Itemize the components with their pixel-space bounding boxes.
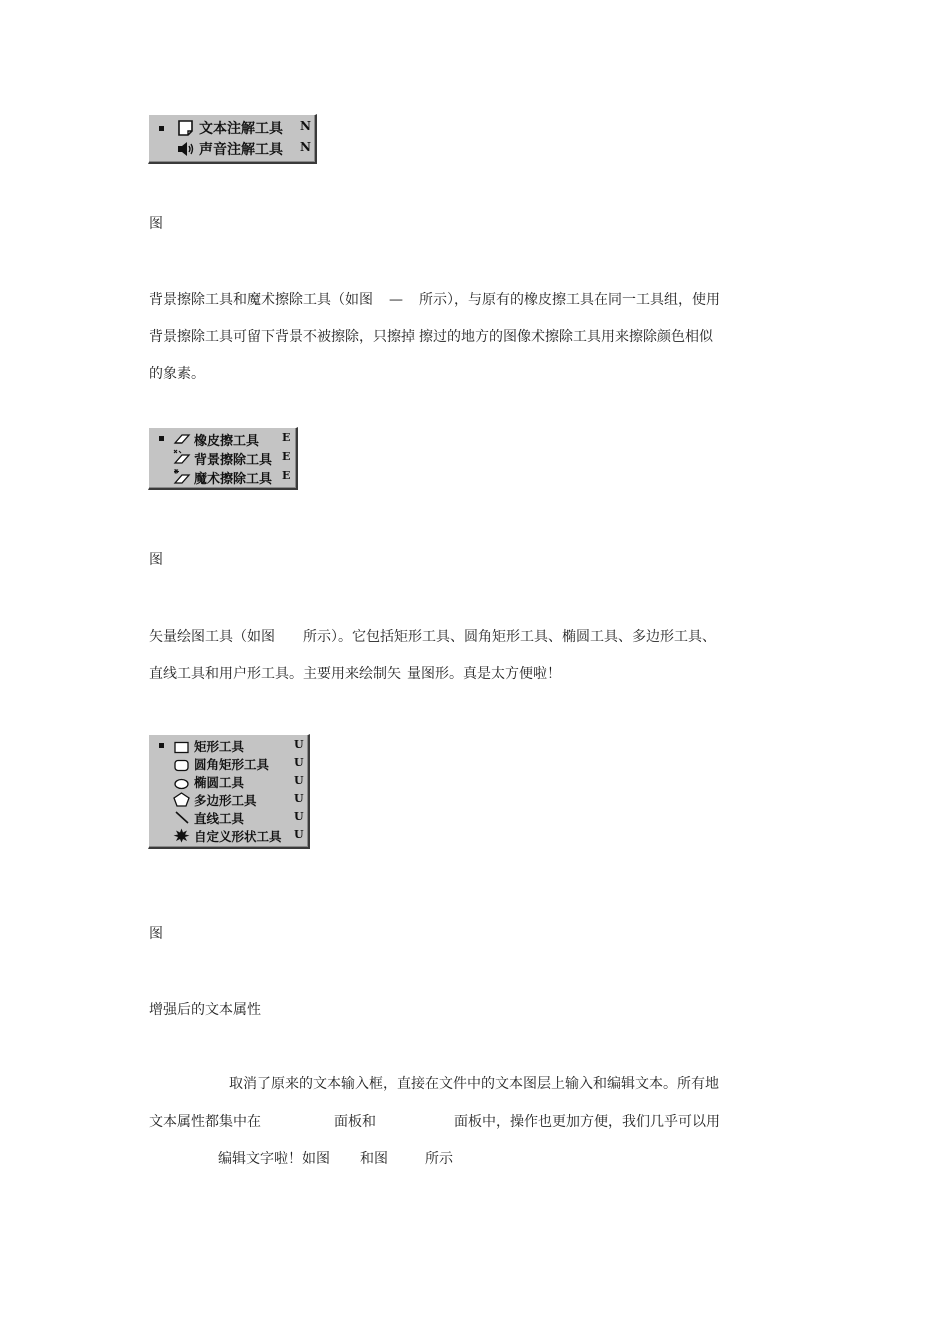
menu-item-shortcut: U xyxy=(294,774,304,787)
text-run: 量图形。真是太方便啦！ xyxy=(407,666,561,682)
active-bullet-icon xyxy=(159,743,164,748)
text-run: 文本属性都集中在 xyxy=(149,1114,261,1130)
active-bullet-icon xyxy=(159,126,164,131)
text-run: 所示 xyxy=(425,1151,453,1167)
active-bullet-icon xyxy=(159,436,164,441)
menu-item-label: 魔术擦除工具 xyxy=(194,472,273,487)
speaker-icon xyxy=(176,140,196,162)
menu-item-text-annotation[interactable] xyxy=(149,117,315,138)
menu-item-label: 圆角矩形工具 xyxy=(194,757,270,772)
text-run: 编辑文字啦！如图 xyxy=(218,1151,330,1167)
shape-tools-menu xyxy=(148,734,310,849)
menu-item-label: 多边形工具 xyxy=(194,793,257,808)
text-run: 的象素。 xyxy=(149,366,205,382)
figure-caption: 图 xyxy=(149,552,163,568)
text-run: 面板中，操作也更加方便，我们几乎可以用 xyxy=(454,1114,720,1130)
menu-item-shortcut: N xyxy=(300,119,311,133)
menu-item-shortcut: N xyxy=(300,140,311,154)
text-run: 取消了原来的文本输入框，直接在文件中的文本图层上输入和编辑文本。所有地 xyxy=(229,1076,719,1092)
text-run: 面板和 xyxy=(334,1114,376,1130)
menu-item-label: 自定义形状工具 xyxy=(194,829,282,844)
menu-item-shortcut: E xyxy=(282,450,291,463)
figure-caption: 图 xyxy=(149,216,163,232)
text-run: 所示），与原有的橡皮擦工具在同一工具组，使用 xyxy=(419,292,720,308)
menu-item-line[interactable] xyxy=(149,808,308,826)
menu-item-shortcut: E xyxy=(282,469,291,482)
text-run: 背景擦除工具和魔术擦除工具（如图 xyxy=(149,292,373,308)
annotation-tools-menu xyxy=(148,114,317,164)
text-run: — xyxy=(389,292,403,308)
magic-eraser-icon xyxy=(173,468,191,489)
menu-item-label: 椭圆工具 xyxy=(194,775,245,790)
menu-item-shortcut: U xyxy=(294,756,304,769)
menu-item-background-eraser[interactable] xyxy=(149,448,296,467)
menu-item-label: 矩形工具 xyxy=(194,739,245,754)
menu-item-shortcut: U xyxy=(294,828,304,841)
menu-item-rounded-rectangle[interactable] xyxy=(149,754,308,772)
menu-item-label: 文本注解工具 xyxy=(199,121,283,137)
section-heading: 增强后的文本属性 xyxy=(149,1002,261,1018)
text-run: 和图 xyxy=(360,1151,388,1167)
menu-item-shortcut: U xyxy=(294,738,304,751)
menu-item-shortcut: U xyxy=(294,810,304,823)
menu-item-label: 橡皮擦工具 xyxy=(194,434,260,449)
menu-item-shortcut: E xyxy=(282,431,291,444)
text-run: 直线工具和用户形工具。主要用来绘制矢 xyxy=(149,666,401,682)
menu-item-rectangle[interactable] xyxy=(149,736,308,754)
menu-item-custom-shape[interactable] xyxy=(149,826,308,844)
menu-item-label: 背景擦除工具 xyxy=(194,453,273,468)
menu-item-audio-annotation[interactable] xyxy=(149,138,315,159)
menu-item-label: 声音注解工具 xyxy=(199,142,283,158)
text-run: 背景擦除工具可留下背景不被擦除，只擦掉 xyxy=(149,329,415,345)
text-run: 矢量绘图工具（如图 xyxy=(149,629,275,645)
menu-item-polygon[interactable] xyxy=(149,790,308,808)
text-run: 所示）。它包括矩形工具、圆角矩形工具、椭圆工具、多边形工具、 xyxy=(303,629,716,645)
eraser-tools-menu xyxy=(148,427,298,490)
figure-caption: 图 xyxy=(149,926,163,942)
text-run: 擦过的地方的图像术擦除工具用来擦除颜色相似 xyxy=(419,329,713,345)
menu-item-label: 直线工具 xyxy=(194,811,245,826)
menu-item-shortcut: U xyxy=(294,792,304,805)
menu-item-ellipse[interactable] xyxy=(149,772,308,790)
menu-item-magic-eraser[interactable] xyxy=(149,467,296,486)
menu-item-eraser[interactable] xyxy=(149,429,296,448)
custom-shape-icon xyxy=(173,828,190,847)
